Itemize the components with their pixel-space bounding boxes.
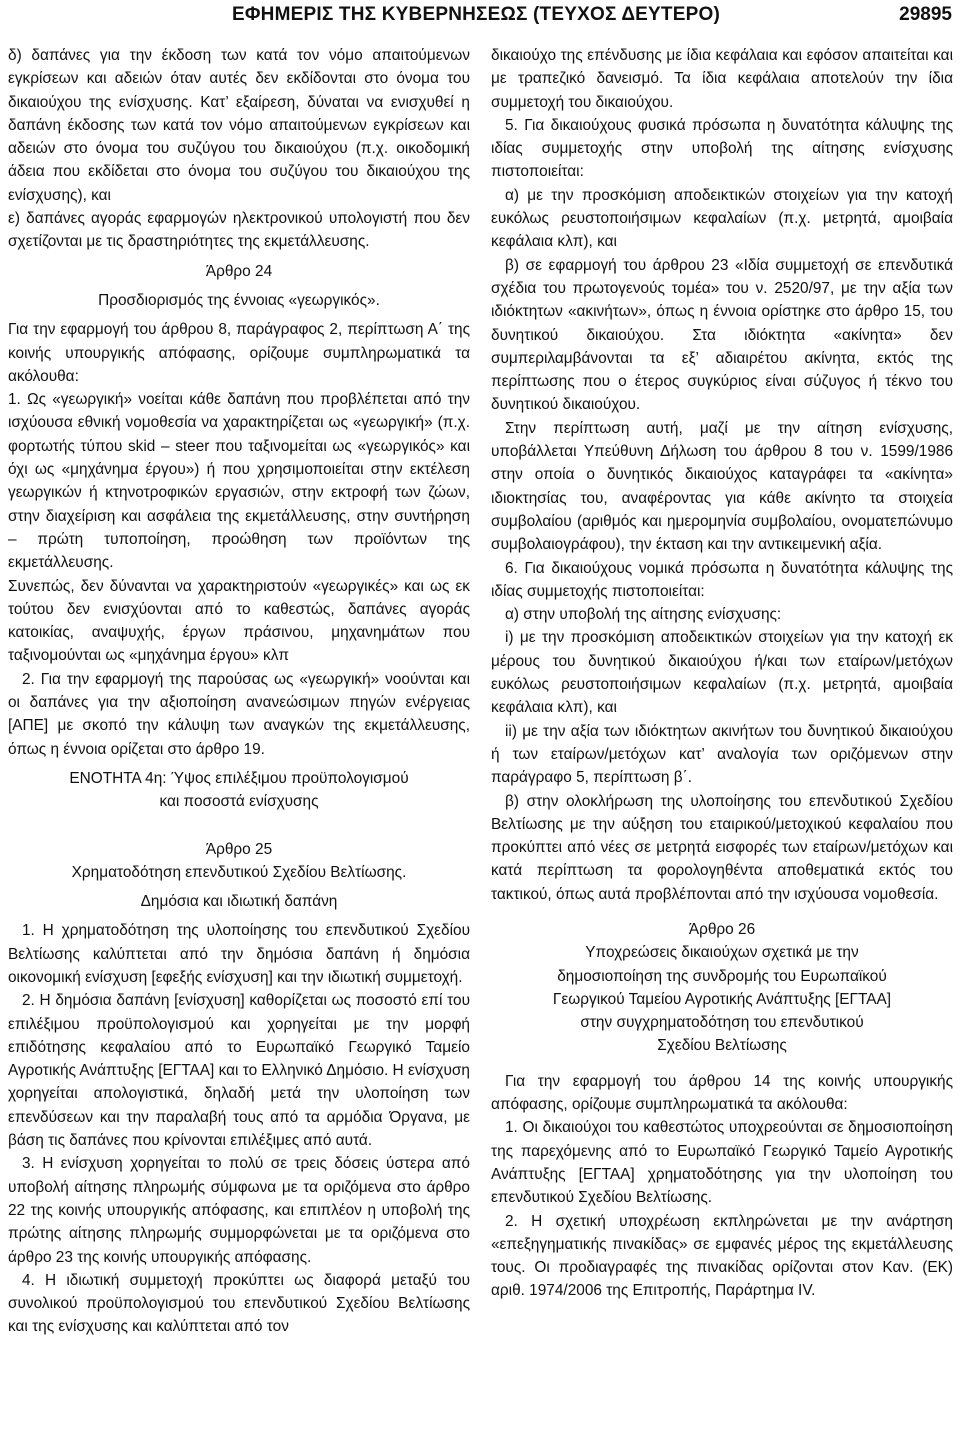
article-25-para-3: 3. Η ενίσχυση χορηγείται το πολύ σε τρεις δόσεις ύστερα από υποβολή αίτησης πληρωμής σύμφωνα με τα οριζόμενα στο άρθρο 22 της κοινής υπουργικής απόφασης, και επιπλέον η υποβολή της πρώτης αίτησης πληρωμής συμμορφώνεται με τα οριζόμενα στο άρθρο 23 της κοινής υπουργικής απόφασης. xyxy=(8,1155,470,1266)
article-25-para-5: 5. Για δικαιούχους φυσικά πρόσωπα η δυνατότητα κάλυψης της ιδίας συμμετοχής στην υποβολή της αίτησης ενίσχυσης πιστοποιείται: xyxy=(491,116,953,181)
section-4-heading-line-2: και ποσοστά ενίσχυσης xyxy=(159,793,319,811)
article-25-para-6-a-ii: ii) με την αξία των ιδιόκτητων ακινήτων του δυνητικού δικαιούχου ή των εταίρων/μετόχων κατ’ αναλογία των οριζόμενων στην παράγραφο 5, περίπτωση β΄. xyxy=(491,722,953,787)
article-25-para-5-declaration: Στην περίπτωση αυτή, μαζί με την αίτηση ενίσχυσης, υποβάλλεται Υπεύθυνη Δήλωση του άρθρου 8 του ν. 1599/1986 στην οποία ο δυνητικός δικαιούχος καταγράφει τα «ακίνητα» ιδιοκτησίας του, αναφέροντας για κάθε ακίνητο τα στοιχεία συμβολαίου (αριθμός και ημερομηνία συμβολαίου, ονοματεπώνυμο συμβολαιογράφου), την έκταση και την αντικειμενική αξία. xyxy=(491,419,953,554)
page-header xyxy=(0,0,960,40)
article-24-consequently: Συνεπώς, δεν δύνανται να χαρακτηριστούν «γεωργικές» και ως εκ τούτου δεν ενισχύονται από το καθεστώς, δαπάνες αγοράς κατοικίας, αναψυχής, έργων πράσινου, μηχανημάτων που ταξινομούνται ως «μηχάνημα έργου» κλπ xyxy=(8,577,470,665)
article-25-para-1: 1. Η χρηματοδότηση της υλοποίησης του επενδυτικού Σχεδίου Βελτίωσης καλύπτεται από την δημόσια δαπάνη ή δημόσια οικονομική ενίσχυση [εφεξής ενίσχυση] και την ιδιωτική συμμετοχή. xyxy=(8,922,470,986)
article-24-para-2: 2. Για την εφαρμογή της παρούσας ως «γεωργική» νοούνται και οι δαπάνες για την αξιοποίηση ανανεώσιμων πηγών ενέργειας [ΑΠΕ] με σκοπό την κάλυψη των αναγκών της εκμετάλλευσης, όπως η έννοια ορίζεται στο άρθρο 19. xyxy=(8,670,470,758)
article-25-subtitle: Δημόσια και ιδιωτική δαπάνη xyxy=(140,893,338,911)
section-4-heading-line-1: ΕΝΟΤΗΤΑ 4η: Ύψος επιλέξιμου προϋπολογισμού xyxy=(69,769,409,787)
article-26-intro: Για την εφαρμογή του άρθρου 14 της κοινής υπουργικής απόφασης, ορίζουμε συμπληρωματικά τα ακόλουθα: xyxy=(491,1072,953,1114)
article-26-title-line-5: Σχεδίου Βελτίωσης xyxy=(657,1037,787,1055)
article-25-para-6-b: β) στην ολοκλήρωση της υλοποίησης του επενδυτικού Σχεδίου Βελτίωσης με την αύξηση του εταιρικού/μετοχικού κεφαλαίου που προκύπτει από νέες σε μετρητά εισφορές των εταίρων/μετόχων και κατά περίπτωση τα φορολογηθέντα αποθεματικά εκτός του τακτικού, όπως αυτά προβλέπονται από την ισχύουσα νομοθεσία. xyxy=(491,792,953,903)
page-number: 29895 xyxy=(899,4,952,25)
article-25-para-4-continued: δικαιούχο της επένδυσης με ίδια κεφάλαια και εφόσον απαιτείται και με τραπεζικό δανεισμό. Τα ίδια κεφάλαια αποτελούν την ίδια συμμετοχή του δικαιούχου. xyxy=(491,47,953,111)
article-26-para-1: 1. Οι δικαιούχοι του καθεστώτος υποχρεούνται σε δημοσιοποίηση της παρεχόμενης από το Ευρωπαϊκό Γεωργικό Ταμείο Αγροτικής Ανάπτυξης [ΕΓΤΑΑ] χρηματοδότησης για την υλοποίηση του επενδυτικού Σχεδίου Βελτίωσης. xyxy=(491,1119,953,1207)
left-column xyxy=(8,44,470,1339)
article-25-para-2: 2. Η δημόσια δαπάνη [ενίσχυση] καθορίζεται ως ποσοστό επί του επιλέξιμου προϋπολογισμού και χορηγείται με την μορφή επιδότησης κεφαλαίου από το Ευρωπαϊκό Γεωργικό Ταμείο Αγροτικής Ανάπτυξης [ΕΓΤΑΑ] και το Ελληνικό Δημόσιο. Η ενίσχυση χορηγείται απολογιστικά, δηλαδή μετά την υλοποίηση των επενδύσεων και την παραλαβή τους από τα αρμόδια Όργανα, με βάση τις δαπάνες που κρίνονται επιλέξιμες από αυτά. xyxy=(8,992,470,1150)
paragraph-expense-e: ε) δαπάνες αγοράς εφαρμογών ηλεκτρονικού υπολογιστή που δεν σχετίζονται με τις δραστηριότητες της εκμετάλλευσης. xyxy=(8,210,470,251)
article-24-intro: Για την εφαρμογή του άρθρου 8, παράγραφος 2, περίπτωση Α΄ της κοινής υπουργικής απόφασης, ορίζουμε συμπληρωματικά τα ακόλουθα: xyxy=(8,321,470,385)
article-25-para-5-a: α) με την προσκόμιση αποδεικτικών στοιχείων για την κατοχή ευκόλως ρευστοποιήσιμων κεφαλαίων (π.χ. μετρητά, αμοιβαία κεφάλαια κλπ), και xyxy=(491,186,953,251)
article-24-title: Προσδιορισμός της έννοιας «γεωργικός». xyxy=(98,291,380,309)
article-26-title-line-1: Υποχρεώσεις δικαιούχων σχετικά με την xyxy=(585,944,859,962)
article-25-number: Άρθρο 25 xyxy=(205,840,273,858)
article-25-para-5-b: β) σε εφαρμογή του άρθρου 23 «Ιδία συμμετοχή σε επενδυτικά σχέδια του πρωτογενούς τομέα» του ν. 2520/97, με την αξία των ιδιόκτητων «ακινήτων», όπως η έννοια ορίστηκε στο άρθρο 15, του δυνητικού δικαιούχου. Στα ιδιόκτητα «ακίνητα» δεν συμπεριλαμβάνονται τα εξ’ αδιαιρέτου ακίνητα, εκτός της περίπτωσης που ο έτερος συγκύριος είναι σύζυγος ή τέκνο του δυνητικού δικαιούχου. xyxy=(491,256,953,414)
article-26-title-line-3: Γεωργικού Ταμείου Αγροτικής Ανάπτυξης [ΕΓΤΑΑ] xyxy=(552,990,892,1008)
article-24-number: Άρθρο 24 xyxy=(205,262,273,280)
article-26-title-line-2: δημοσιοποίηση της συνδρομής του Ευρωπαϊκού xyxy=(557,967,887,985)
article-26-number: Άρθρο 26 xyxy=(688,920,756,938)
article-26-title-line-4: στην συγχρηματοδότηση του επενδυτικού xyxy=(580,1014,864,1032)
article-25-title: Χρηματοδότηση επενδυτικού Σχεδίου Βελτίωσης. xyxy=(71,863,407,881)
article-25-para-6-a-i: i) με την προσκόμιση αποδεικτικών στοιχείων για την κατοχή εκ μέρους του δυνητικού δικαιούχου ή/και των εταίρων/μετόχων ευκόλως ρευστοποιήσιμων κεφαλαίων (π.χ. μετρητά, αμοιβαία κεφάλαια κλπ), και xyxy=(491,629,953,717)
paragraph-expense-d: δ) δαπάνες για την έκδοση των κατά τον νόμο απαιτούμενων εγκρίσεων και αδειών όταν αυτές δεν εκδίδονται στο όνομα του δικαιούχου της ενίσχυσης. Κατ’ εξαίρεση, δύναται να ενισχυθεί η δαπάνη έκδοσης των κατά τον νόμο απαιτούμενων εγκρίσεων και αδειών στο όνομα του συζύγου του δικαιούχου (π.χ. οικοδομική άδεια που εκδίδεται στο όνομα του συζύγου του δικαιούχου της ενίσχυσης), και xyxy=(8,47,470,204)
article-25-para-6-a: α) στην υποβολή της αίτησης ενίσχυσης: xyxy=(505,606,782,624)
article-25-para-4: 4. Η ιδιωτική συμμετοχή προκύπτει ως διαφορά μεταξύ του συνολικού προϋπολογισμού του επενδυτικού Σχεδίου Βελτίωσης και της ενίσχυσης και καλύπτεται από τον xyxy=(8,1271,470,1336)
article-24-para-1: 1. Ως «γεωργική» νοείται κάθε δαπάνη που προβλέπεται από την ισχύουσα εθνική νομοθεσία να χαρακτηρίζεται ως «γεωργική» (π.χ. φορτωτής τύπου skid – steer που ταξινομείται ως «γεωργικός» και όχι ως «μηχάνημα έργου») ή που χρησιμοποιείται στην εκτέλεση γεωργικών ή κτηνοτροφικών εργασιών, στην εκτροφή των ζώων, στην διαχείριση και ασφάλεια της εκμετάλλευσης, στην συντήρηση – πρώτη τυποποίηση, προώθηση των προϊόντων της εκμετάλλευσης. xyxy=(8,391,470,572)
article-25-para-6: 6. Για δικαιούχους νομικά πρόσωπα η δυνατότητα κάλυψης της ιδίας συμμετοχής πιστοποιείται: xyxy=(491,559,953,600)
gazette-title: ΕΦΗΜΕΡΙΣ ΤΗΣ ΚΥΒΕΡΝΗΣΕΩΣ (ΤΕΥΧΟΣ ΔΕΥΤΕΡΟ) xyxy=(232,4,720,25)
article-26-para-2: 2. Η σχετική υποχρέωση εκπληρώνεται με την ανάρτηση «επεξηγηματικής πινακίδας» σε εμφανές μέρος της εκμετάλλευσης τους. Οι προδιαγραφές της πινακίδας ορίζονται στον Καν. (ΕΚ) αριθ. 1974/2006 της Επιτροπής, Παράρτημα IV. xyxy=(491,1212,953,1300)
right-column xyxy=(491,44,953,1303)
